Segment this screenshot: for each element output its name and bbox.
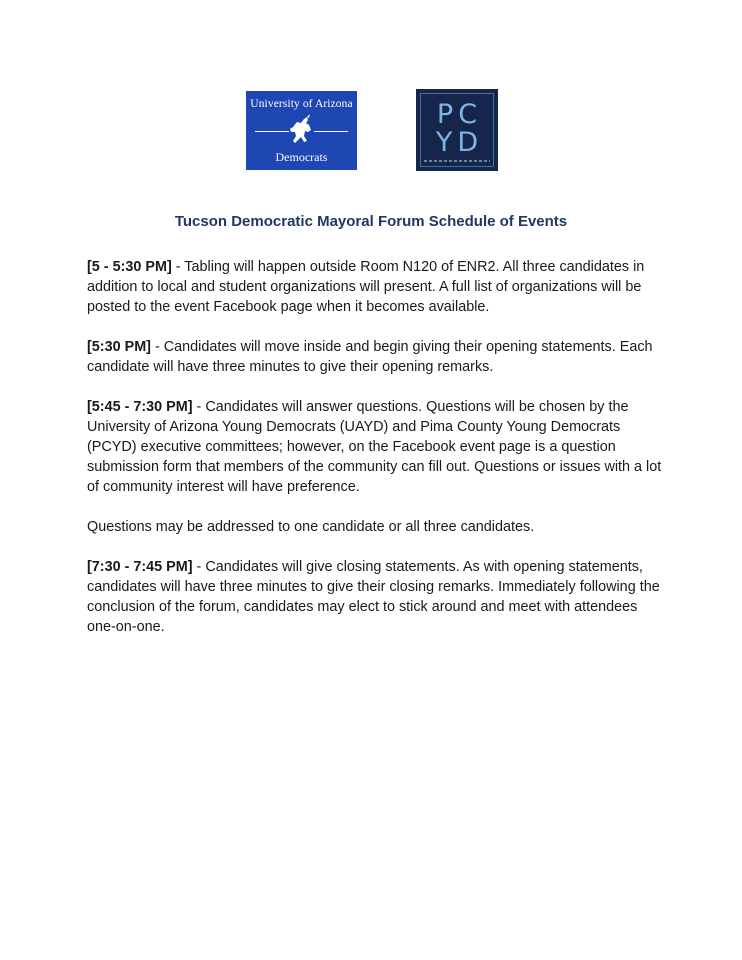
pcyd-logo-tagline-mark [424, 160, 490, 162]
schedule-note-text: Questions may be addressed to one candidate or all three candidates. [87, 519, 535, 535]
schedule-item-time: [7:30 - 7:45 PM] [87, 559, 193, 575]
schedule-item-text: - Candidates will give closing statements. As with opening statements, candidates will have three minutes to give their closing remarks. Immediately following the conclusion of the forum, candidates may elect to stick around and meet with attendees one-on-one. [87, 559, 660, 635]
schedule-item [87, 337, 667, 377]
schedule-item-time: [5:30 PM] [87, 339, 151, 355]
ua-logo-bottom-text: Democrats [275, 150, 328, 164]
schedule-item-text: - Candidates will answer questions. Questions will be chosen by the University of Arizona Young Democrats (UAYD) and Pima County Young Democrats (PCYD) executive committees; however, on the Facebook event page is a question submission form that members of the community can fill out. Questions or issues with a lot of community interest will have preference. [87, 399, 662, 495]
logos-row [0, 89, 742, 173]
schedule-item-text: - Candidates will move inside and begin giving their opening statements. Each candidate will have three minutes to give their opening remarks. [87, 339, 653, 375]
schedule-item [87, 397, 667, 497]
pcyd-logo-line1: PC [436, 99, 483, 130]
schedule-body [87, 257, 667, 657]
schedule-note [87, 517, 667, 537]
schedule-item [87, 557, 667, 637]
schedule-item-text: - Tabling will happen outside Room N120 of ENR2. All three candidates in addition to local and student organizations will present. A full list of organizations will be posted to the event Facebook page when it becomes available. [87, 259, 645, 315]
ua-logo-top-text: University of Arizona [250, 98, 353, 110]
pcyd-logo-line2: YD [435, 127, 484, 158]
donkey-icon [287, 113, 317, 145]
university-of-arizona-democrats-logo [246, 91, 357, 170]
schedule-item-time: [5:45 - 7:30 PM] [87, 399, 193, 415]
schedule-item [87, 257, 667, 317]
schedule-item-time: [5 - 5:30 PM] [87, 259, 172, 275]
ua-logo-rule-left [255, 131, 289, 132]
document-title: Tucson Democratic Mayoral Forum Schedule of Events [174, 213, 568, 230]
pcyd-logo [416, 89, 498, 171]
ua-logo-rule-right [314, 131, 348, 132]
